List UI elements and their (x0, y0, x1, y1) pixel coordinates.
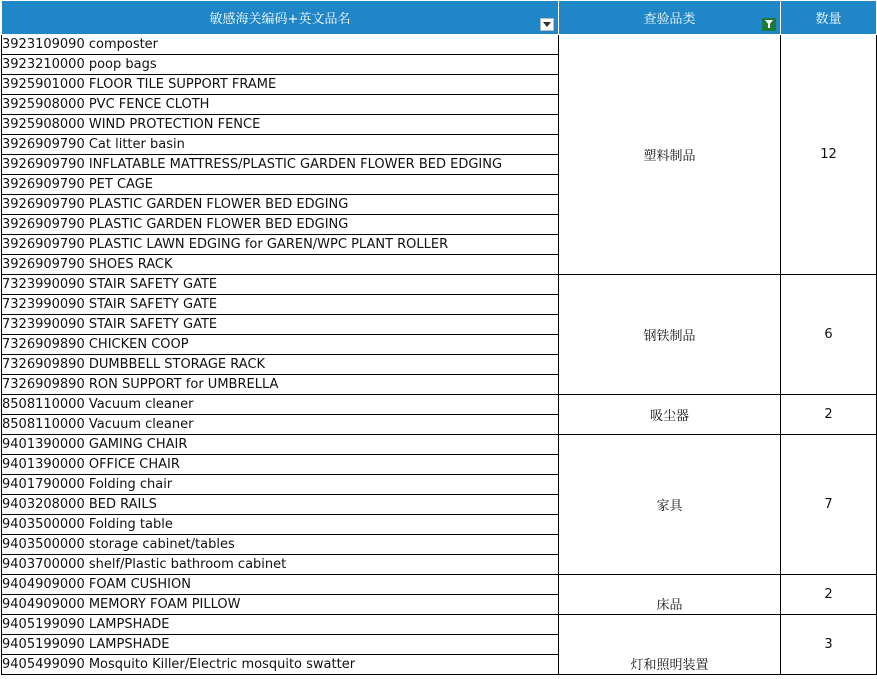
header-hs-code-name[interactable] (2, 1, 559, 35)
table-row (2, 35, 877, 55)
header-row (2, 1, 877, 35)
hs-code-cell[interactable]: 8508110000 Vacuum cleaner (2, 415, 559, 435)
header-category[interactable] (559, 1, 781, 35)
hs-code-cell[interactable]: 3923109090 composter (2, 35, 559, 55)
quantity-cell[interactable]: 12 (781, 35, 877, 275)
hs-code-cell[interactable]: 9405199090 LAMPSHADE (2, 615, 559, 635)
hs-code-cell[interactable]: 9403208000 BED RAILS (2, 495, 559, 515)
hs-code-cell[interactable]: 3925901000 FLOOR TILE SUPPORT FRAME (2, 75, 559, 95)
hs-code-cell[interactable]: 3926909790 Cat litter basin (2, 135, 559, 155)
category-cell[interactable]: 家具 (559, 435, 781, 575)
table-row (2, 575, 877, 595)
header-category-label: 查验品类 (643, 12, 696, 27)
header-hs-code-name-label: 敏感海关编码+英文品名 (209, 12, 351, 27)
hs-code-cell[interactable]: 9405499090 Mosquito Killer/Electric mosquito swatter (2, 655, 559, 675)
hs-code-cell[interactable]: 9403700000 shelf/Plastic bathroom cabinet (2, 555, 559, 575)
category-cell[interactable]: 吸尘器 (559, 395, 781, 435)
quantity-cell[interactable]: 2 (781, 575, 877, 615)
table-row (2, 435, 877, 455)
table-body (2, 35, 877, 675)
header-quantity[interactable] (781, 1, 877, 35)
hs-code-cell[interactable]: 7326909890 DUMBBELL STORAGE RACK (2, 355, 559, 375)
hs-code-cell[interactable]: 7326909890 RON SUPPORT for UMBRELLA (2, 375, 559, 395)
hs-code-cell[interactable]: 9403500000 Folding table (2, 515, 559, 535)
hs-code-cell[interactable]: 3926909790 INFLATABLE MATTRESS/PLASTIC GARDEN FLOWER BED EDGING (2, 155, 559, 175)
hs-code-cell[interactable]: 9401390000 GAMING CHAIR (2, 435, 559, 455)
hs-code-cell[interactable]: 9401790000 Folding chair (2, 475, 559, 495)
hs-code-cell[interactable]: 3925908000 PVC FENCE CLOTH (2, 95, 559, 115)
active-filter-icon[interactable] (762, 18, 776, 31)
hs-code-cell[interactable]: 3925908000 WIND PROTECTION FENCE (2, 115, 559, 135)
hs-code-cell[interactable]: 3926909790 PLASTIC GARDEN FLOWER BED EDGING (2, 195, 559, 215)
quantity-cell[interactable]: 7 (781, 435, 877, 575)
hs-code-cell[interactable]: 8508110000 Vacuum cleaner (2, 395, 559, 415)
hs-code-cell[interactable]: 3926909790 PLASTIC GARDEN FLOWER BED EDGING (2, 215, 559, 235)
hs-code-cell[interactable]: 9404909000 MEMORY FOAM PILLOW (2, 595, 559, 615)
table-row (2, 615, 877, 635)
category-cell[interactable]: 灯和照明装置 (559, 615, 781, 675)
table-row (2, 275, 877, 295)
hs-code-cell[interactable]: 3926909790 PLASTIC LAWN EDGING for GAREN/WPC PLANT ROLLER (2, 235, 559, 255)
quantity-cell[interactable]: 6 (781, 275, 877, 395)
dropdown-arrow-icon[interactable] (540, 18, 554, 31)
hs-code-cell[interactable]: 9401390000 OFFICE CHAIR (2, 455, 559, 475)
hs-code-cell[interactable]: 7323990090 STAIR SAFETY GATE (2, 315, 559, 335)
hs-code-cell[interactable]: 9403500000 storage cabinet/tables (2, 535, 559, 555)
hs-code-cell[interactable]: 3926909790 PET CAGE (2, 175, 559, 195)
header-quantity-label: 数量 (815, 12, 842, 27)
inspection-table (1, 0, 877, 675)
quantity-cell[interactable]: 3 (781, 615, 877, 675)
hs-code-cell[interactable]: 7323990090 STAIR SAFETY GATE (2, 275, 559, 295)
table-row (2, 395, 877, 415)
category-cell[interactable]: 钢铁制品 (559, 275, 781, 395)
hs-code-cell[interactable]: 7326909890 CHICKEN COOP (2, 335, 559, 355)
hs-code-cell[interactable]: 3923210000 poop bags (2, 55, 559, 75)
hs-code-cell[interactable]: 9404909000 FOAM CUSHION (2, 575, 559, 595)
category-cell[interactable]: 塑料制品 (559, 35, 781, 275)
hs-code-cell[interactable]: 3926909790 SHOES RACK (2, 255, 559, 275)
quantity-cell[interactable]: 2 (781, 395, 877, 435)
hs-code-cell[interactable]: 7323990090 STAIR SAFETY GATE (2, 295, 559, 315)
hs-code-cell[interactable]: 9405199090 LAMPSHADE (2, 635, 559, 655)
category-cell[interactable]: 床品 (559, 575, 781, 615)
